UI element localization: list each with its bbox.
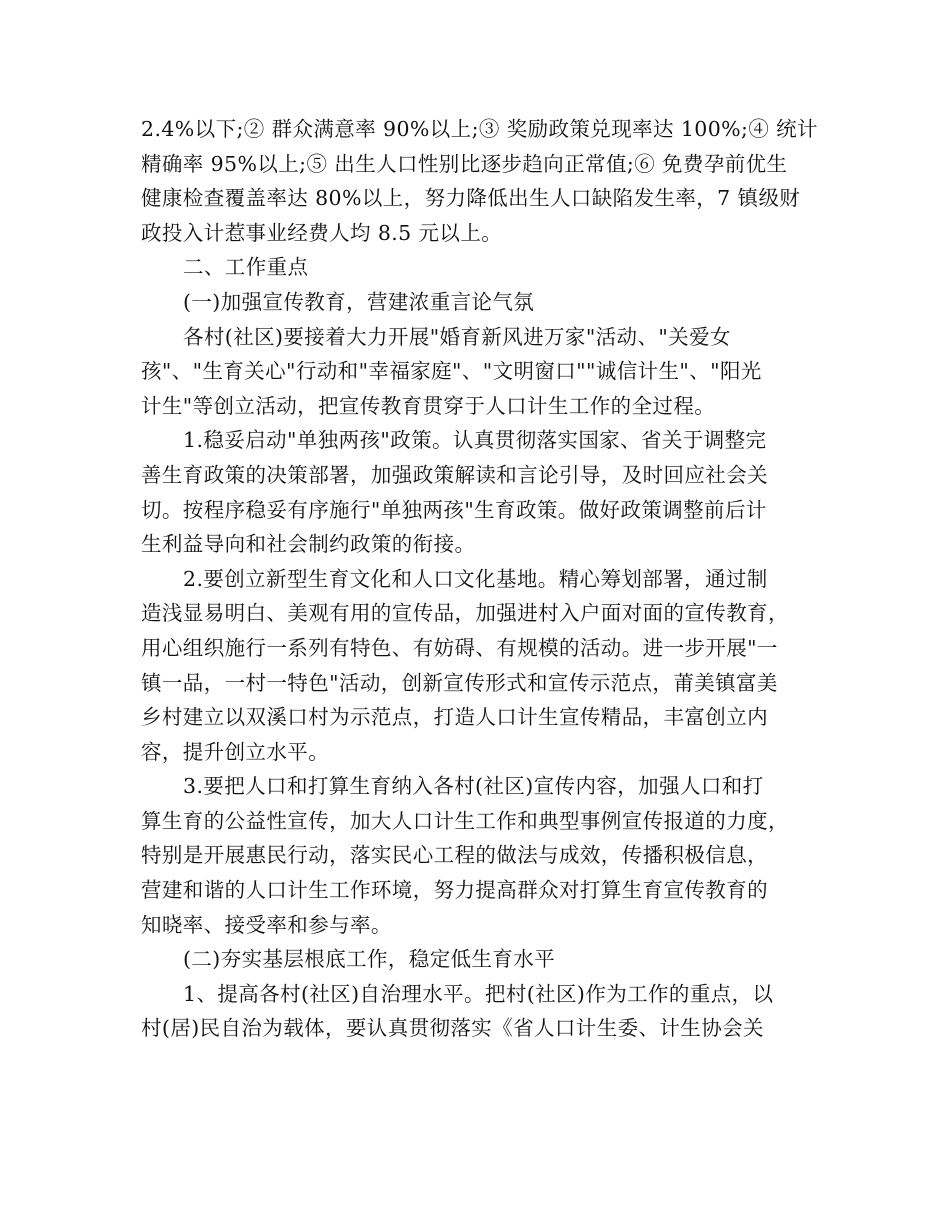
- text-line: 善生育政策的决策部署，加强政策解读和言论引导，及时回应社会关: [141, 462, 768, 487]
- text-line: 乡村建立以双溪口村为示范点，打造人口计生宣传精品，丰富创立内: [141, 705, 768, 730]
- text-line: 健康检查覆盖率达 80%以上，努力降低出生人口缺陷发生率，7 镇级财: [141, 186, 801, 211]
- text-line: 用心组织施行一系列有特色、有妨碍、有规模的活动。进一步开展"一: [141, 635, 778, 660]
- text-line: 孩"、"生育关心"行动和"幸福家庭"、"文明窗口""诚信计生"、"阳光: [141, 359, 762, 384]
- text-line: 营建和谐的人口计生工作环境，努力提高群众对打算生育宣传教育的: [141, 878, 768, 903]
- text-line: 精确率 95%以上;⑤ 出生人口性别比逐步趋向正常值;⑥ 免费孕前优生: [141, 151, 788, 176]
- text-line: 2.4%以下;② 群众满意率 90%以上;③ 奖励政策兑现率达 100%;④ 统计: [141, 117, 818, 141]
- text-line: 镇一品，一村一特色"活动，创新宣传形式和宣传示范点，莆美镇富美: [141, 670, 778, 695]
- text-line: (二)夯实基层根底工作，稳定低生育水平: [183, 947, 556, 972]
- text-line: 村(居)民自治为载体，要认真贯彻落实《省人口计生委、计生协会关: [141, 1016, 764, 1041]
- text-line: 切。按程序稳妥有序施行"单独两孩"生育政策。做好政策调整前后计: [141, 497, 767, 522]
- text-line: 生利益导向和社会制约政策的衔接。: [141, 532, 476, 557]
- text-line: 计生"等创立活动，把宣传教育贯穿于人口计生工作的全过程。: [141, 393, 716, 418]
- text-line: 知晓率、接受率和参与率。: [141, 912, 392, 937]
- text-line: 政投入计惹事业经费人均 8.5 元以上。: [141, 220, 503, 245]
- text-line: 造浅显易明白、美观有用的宣传品，加强进村入户面对面的宣传教育，: [141, 601, 789, 626]
- text-line: 1、提高各村(社区)自治理水平。把村(社区)作为工作的重点，以: [183, 981, 774, 1006]
- text-line: 算生育的公益性宣传，加大人口计生工作和典型事例宣传报道的力度，: [141, 808, 789, 833]
- text-line: 特别是开展惠民行动，落实民心工程的做法与成效，传播积极信息，: [141, 843, 768, 868]
- text-line: 二、工作重点: [183, 255, 309, 280]
- text-line: 2.要创立新型生育文化和人口文化基地。精心筹划部署，通过制: [183, 566, 768, 591]
- text-line: (一)加强宣传教育，营建浓重言论气氛: [183, 289, 535, 314]
- document-body: [141, 112, 818, 1046]
- text-line: 容，提升创立水平。: [141, 739, 330, 764]
- text-line: 各村(社区)要接着大力开展"婚育新风进万家"活动、"关爱女: [183, 324, 731, 349]
- text-line: 1.稳妥启动"单独两孩"政策。认真贯彻落实国家、省关于调整完: [183, 428, 767, 453]
- text-line: 3.要把人口和打算生育纳入各村(社区)宣传内容，加强人口和打: [183, 774, 764, 799]
